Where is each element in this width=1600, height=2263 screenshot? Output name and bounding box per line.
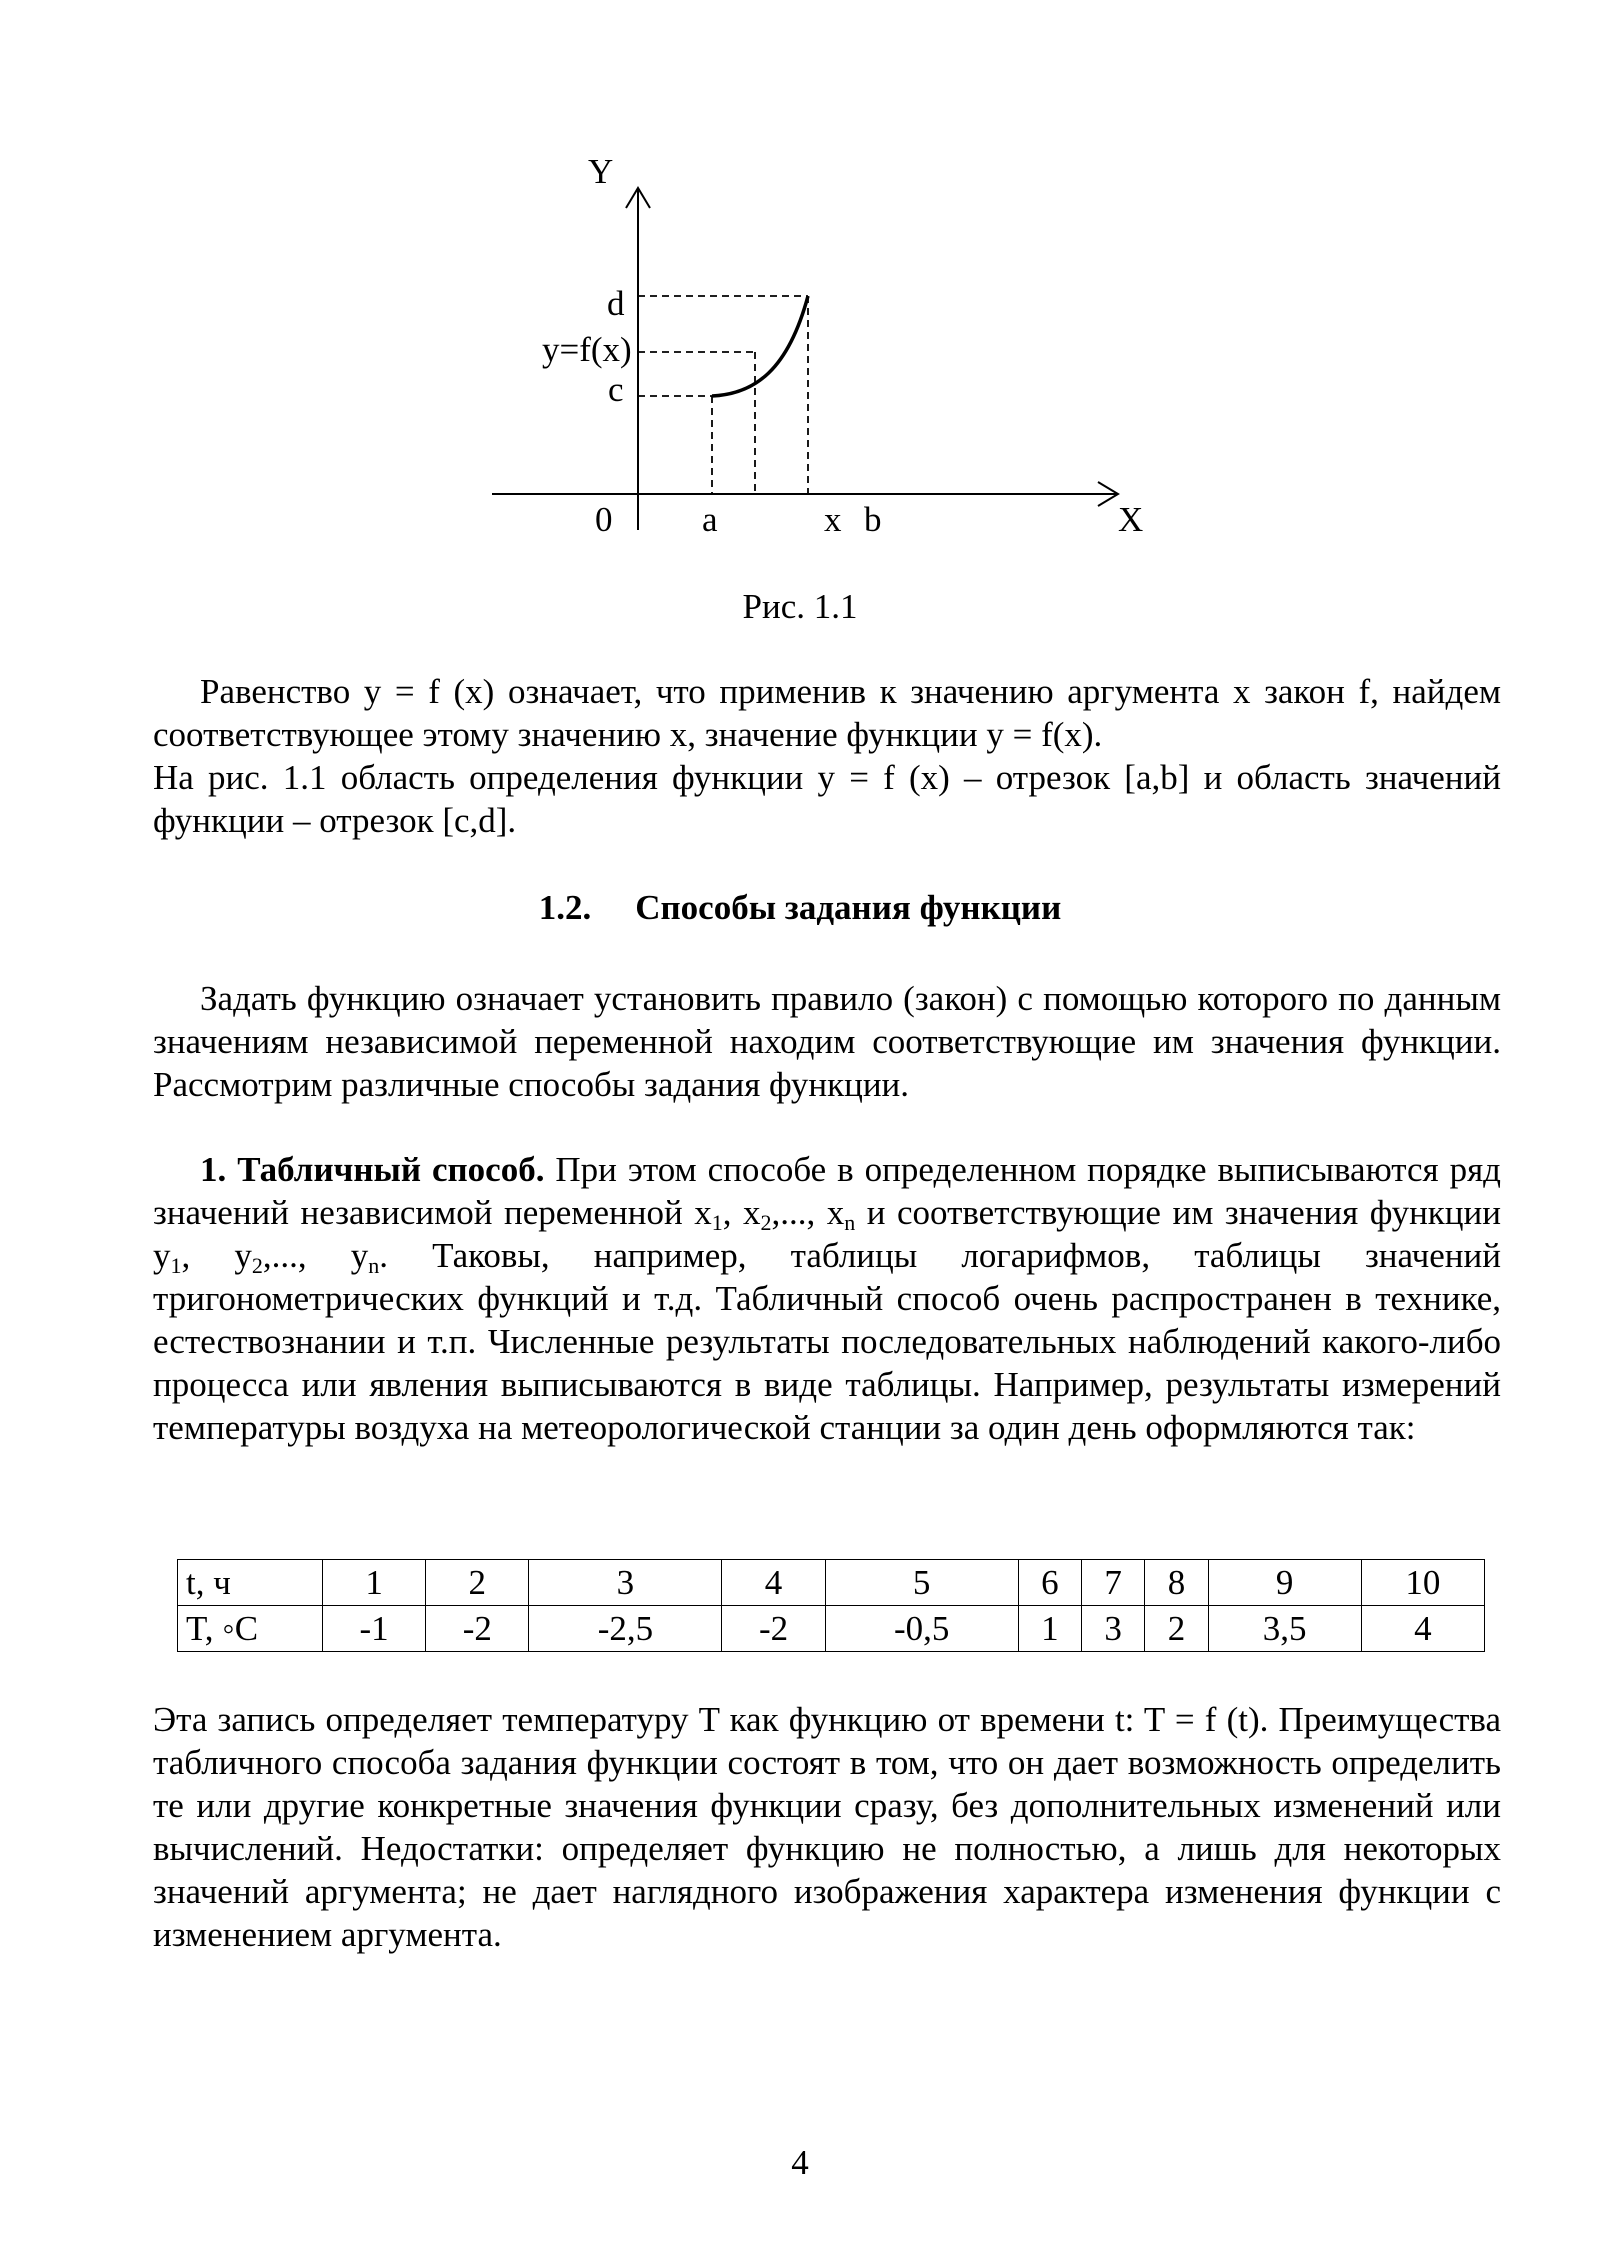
table-cell: -2,5 [529,1606,722,1652]
section-title: Способы задания функции [635,888,1062,927]
origin-label: 0 [595,500,613,539]
table-cell: 6 [1018,1560,1081,1606]
table-cell: -2 [426,1606,529,1652]
label-a: a [702,500,718,539]
table-cell: 4 [722,1560,825,1606]
label-fx: y=f(x) [542,330,632,369]
table-cell: 3,5 [1208,1606,1361,1652]
table-cell: 10 [1361,1560,1484,1606]
paragraph-definition [153,977,1501,1106]
table-cell: 1 [323,1560,426,1606]
table-cell: -1 [323,1606,426,1652]
row-label-time: t, ч [178,1560,323,1606]
table-cell: 8 [1145,1560,1208,1606]
label-d: d [607,284,625,323]
paragraph-equality-line1: Равенство y = f (x) означает, что применив к значению аргумента x закон f, найдем соответствующее этому значению x, значение функции y = f(x). [153,672,1501,754]
x-axis-label: X [1118,500,1144,539]
table-cell: 3 [1081,1606,1144,1652]
paragraph-table-pros-cons [153,1698,1501,1956]
table-cell: 5 [825,1560,1018,1606]
method-lead: 1. Табличный способ. [200,1150,545,1189]
paragraph-table-method-text [153,1148,1501,1449]
section-heading [0,888,1600,928]
page-number: 4 [791,2143,809,2182]
table-cell: -2 [722,1606,825,1652]
table-cell: 1 [1018,1606,1081,1652]
figure-caption: Рис. 1.1 [742,587,858,626]
paragraph-domain-range: На рис. 1.1 область определения функции y = f (x) – отрезок [a,b] и область значений функции – отрезок [c,d]. [153,758,1501,840]
paragraph-table-method [153,1148,1501,1449]
table-row-temperature [178,1606,1485,1652]
table-cell: 4 [1361,1606,1484,1652]
section-number: 1.2. [538,888,592,927]
text-run-3: . Таковы, например, таблицы логарифмов, таблицы значений тригонометрических функций и т.д. Табличный способ очень распространен в технике, естествознании и т.п. Численные результаты последовательных наблюдений какого-либо процесса или явления выписываются в виде таблицы. Например, результаты измерений температуры воздуха на метеорологической станции за один день оформляются так: [153,1236,1501,1447]
table-cell: 9 [1208,1560,1361,1606]
temperature-table [177,1559,1485,1652]
y-axis-label: Y [588,152,614,191]
paragraph-definition-text: Задать функцию означает установить правило (закон) с помощью которого по данным значениям независимой переменной находим соответствующие им значения функции. Рассмотрим различные способы задания функции. [153,979,1501,1104]
function-curve [712,296,808,396]
table-cell: 7 [1081,1560,1144,1606]
table-row-time [178,1560,1485,1606]
text-run-2: и соответствующие им значения функции [855,1193,1502,1232]
paragraph-table-pros-cons-text: Эта запись определяет температуру T как функцию от времени t: T = f (t). Преимущества табличного способа задания функции состоят в том, что он дает возможность определить те или другие конкретные значения функции сразу, без дополнительных изменений или вычислений. Недостатки: определяет функцию не полностью, а лишь для некоторых значений аргумента; не дает наглядного изображения характера изменения функции с изменением аргумента. [153,1700,1501,1954]
table-cell: -0,5 [825,1606,1018,1652]
table-cell: 3 [529,1560,722,1606]
label-c: c [608,370,624,409]
y-sequence: $y_1$, $y_2$,..., $y_n$ [153,1236,380,1278]
row-label-temperature: T, ◦C [178,1606,323,1652]
paragraph-equality [153,670,1501,842]
label-b: b [864,500,882,539]
table-cell: 2 [1145,1606,1208,1652]
table-cell: 2 [426,1560,529,1606]
x-sequence: $x_1$, $x_2$,..., $x_n$ [694,1193,856,1235]
text-run-1: При этом способе в определенном порядке выписываются ряд значений независимой переменной [153,1150,1501,1232]
label-x: x [824,500,842,539]
function-graph-figure [470,150,1170,570]
